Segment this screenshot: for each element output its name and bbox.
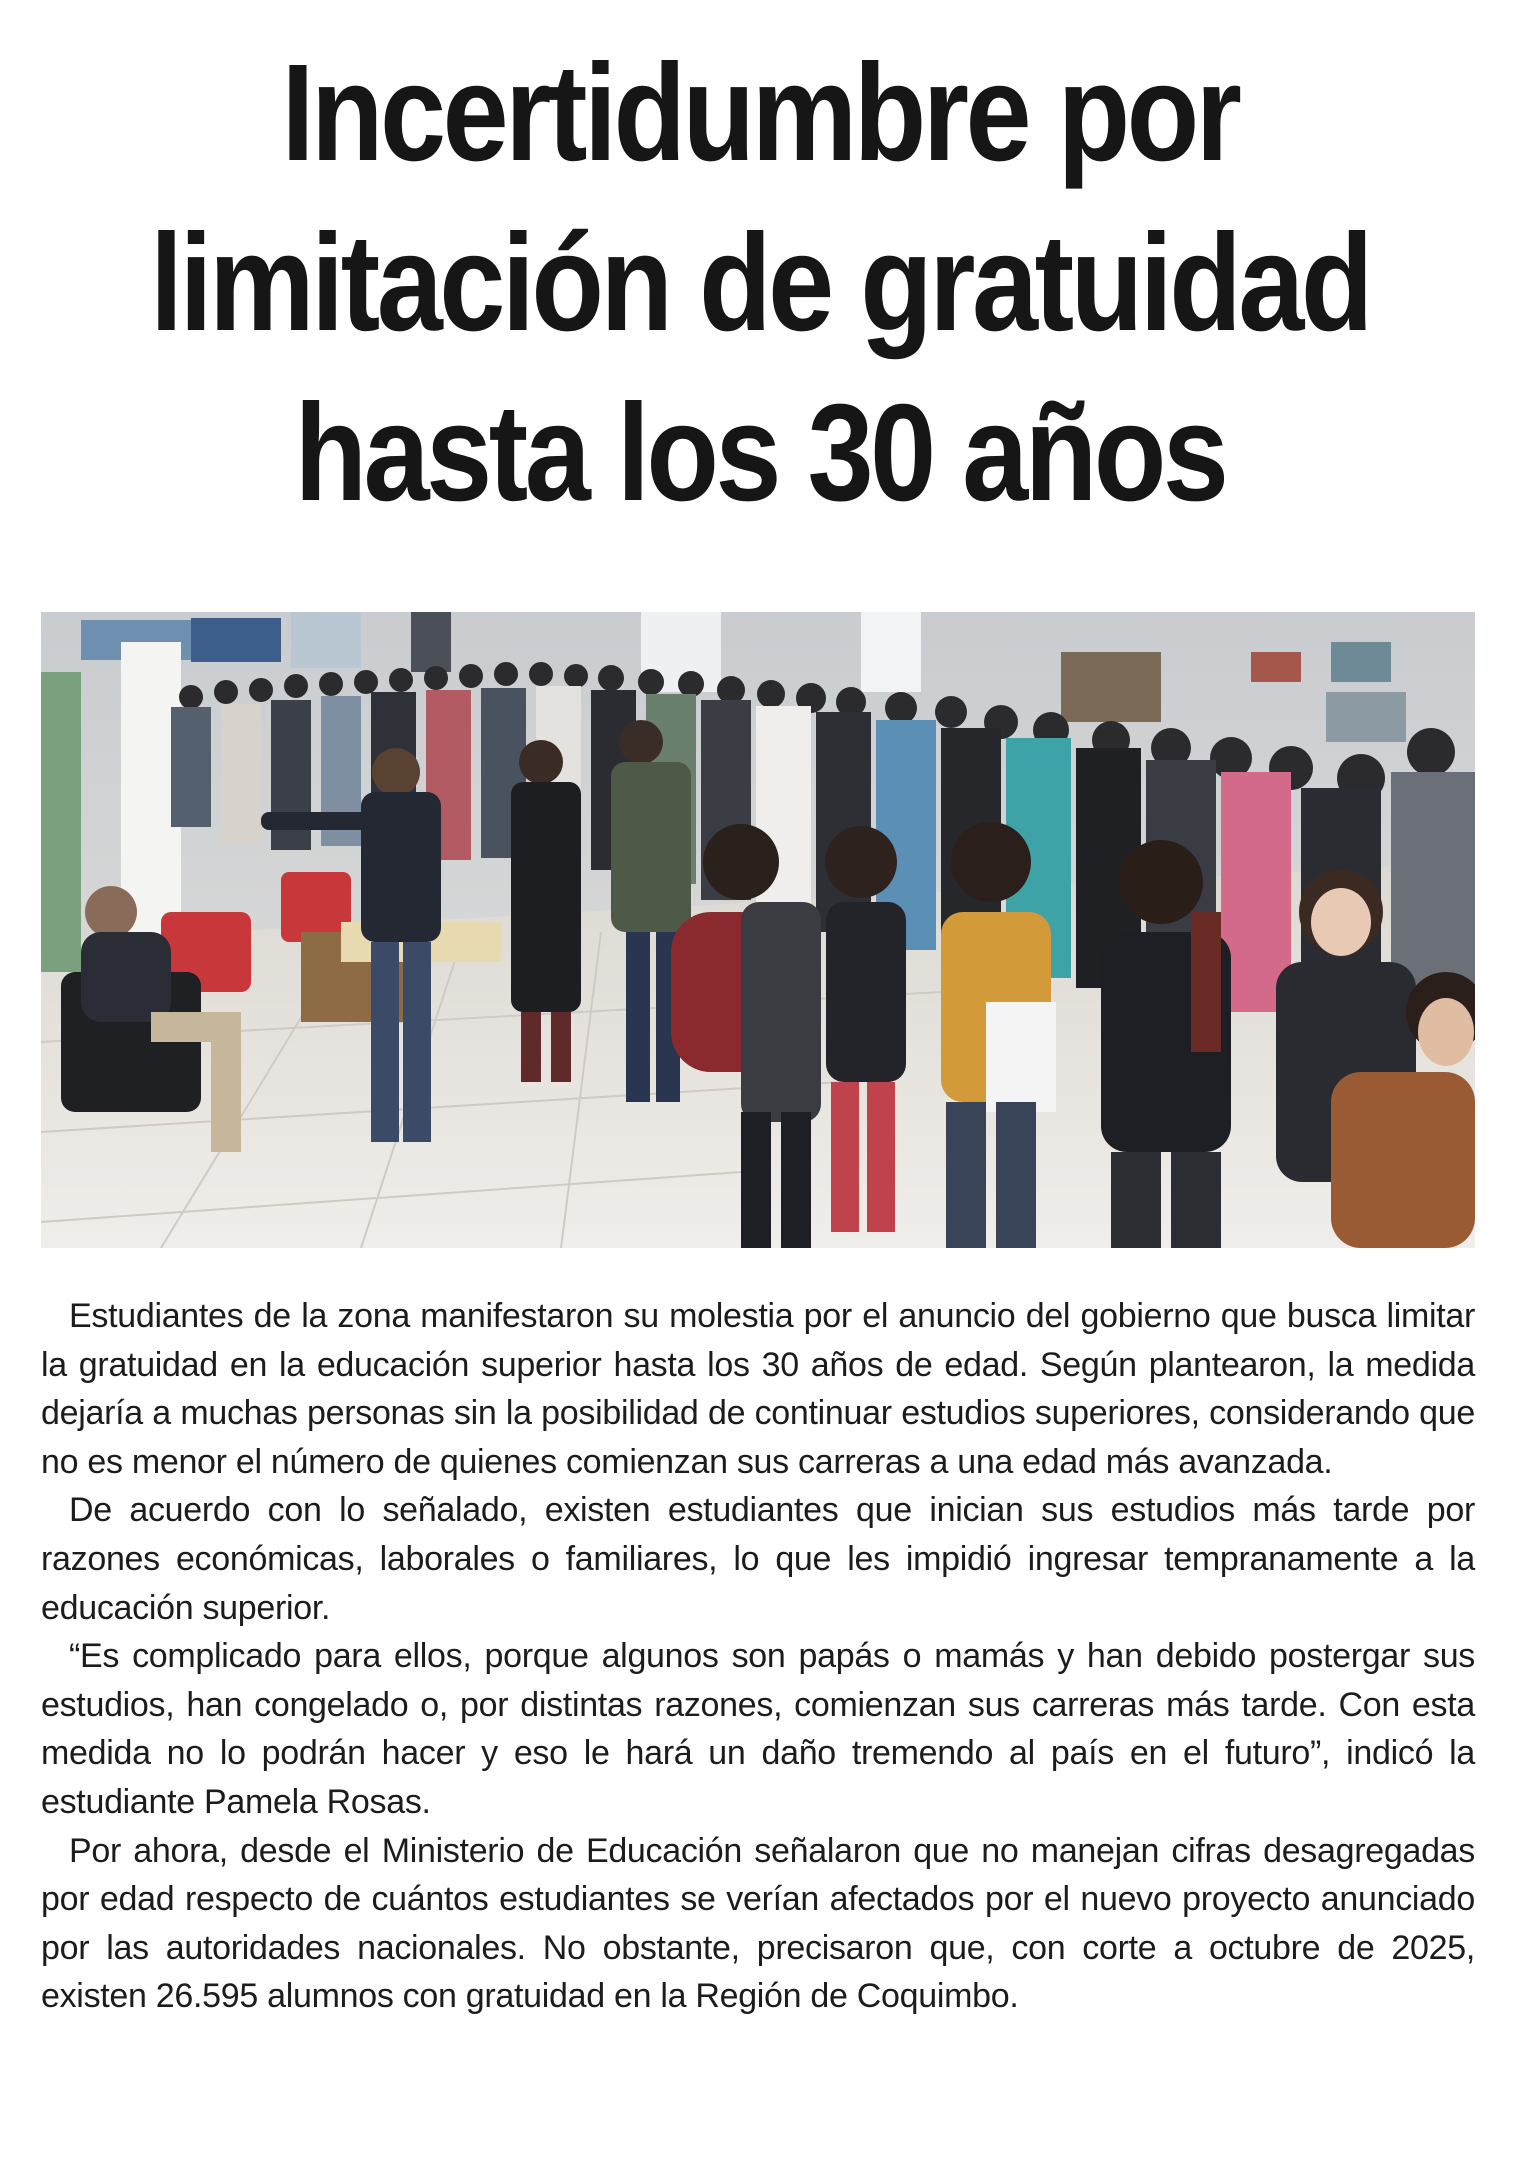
- crowd-queue-photo-icon: [41, 612, 1475, 1248]
- headline: [141, 28, 1379, 538]
- article-body: [41, 1292, 1475, 2021]
- headline-line-3: hasta los 30 años: [294, 376, 1226, 530]
- headline-line-2: limitación de gratuidad: [150, 206, 1370, 360]
- paragraph-1: Estudiantes de la zona manifestaron su molestia por el anuncio del gobierno que busca limitar la gratuidad en la educación superior hasta los 30 años de edad. Según plantearon, la medida dejaría a muchas personas sin la posibilidad de continuar estudios superiores, considerando que no es menor el número de quienes comienzan sus carreras a una edad más avanzada.: [41, 1297, 1475, 1481]
- paragraph-3: “Es complicado para ellos, porque algunos son papás o mamás y han debido postergar sus estudios, han congelado o, por distintas razones, comienzan sus carreras más tarde. Con esta medida no lo podrán hacer y eso le hará un daño tremendo al país en el futuro”, indicó la estudiante Pamela Rosas.: [41, 1637, 1475, 1821]
- news-photo: [41, 612, 1475, 1248]
- paragraph-2: De acuerdo con lo señalado, existen estudiantes que inician sus estudios más tarde por razones económicas, laborales o familiares, lo que les impidió ingresar tempranamente a la educación superior.: [41, 1491, 1475, 1627]
- paragraph-4: Por ahora, desde el Ministerio de Educación señalaron que no manejan cifras desagregadas por edad respecto de cuántos estudiantes se verían afectados por el nuevo proyecto anunciado por las autoridades nacionales. No obstante, precisaron que, con corte a octubre de 2025, existen 26.595 alumnos con gratuidad en la Región de Coquimbo.: [41, 1831, 1475, 2016]
- headline-line-1: Incertidumbre por: [281, 36, 1239, 190]
